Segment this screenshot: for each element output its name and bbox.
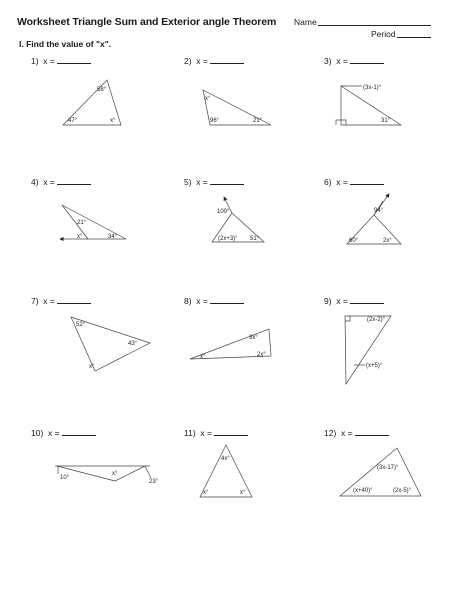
answer-prompt: x = (43, 296, 55, 306)
answer-prompt: x = (341, 428, 353, 438)
instructions: I. Find the value of "x". (19, 39, 112, 49)
answer-prompt: x = (200, 428, 212, 438)
triangle-7 (71, 317, 150, 371)
angle-label: x° (200, 354, 206, 360)
triangle-9 (345, 316, 391, 384)
angle-label: 23° (149, 479, 159, 485)
angle-label: x° (205, 96, 211, 102)
problem-number: 6) (324, 177, 332, 187)
angle-label: x° (240, 490, 246, 496)
problem-number: 3) (324, 56, 332, 66)
triangle-8 (190, 329, 271, 360)
problem-number: 12) (324, 428, 337, 438)
angle-label: (3x-17)° (377, 465, 399, 471)
angle-label: 31° (381, 118, 391, 124)
angle-label: (2x-2)° (367, 317, 386, 323)
angle-label: 21° (77, 220, 87, 226)
angle-label: 51° (250, 236, 260, 242)
triangle-4 (60, 205, 126, 240)
answer-prompt: x = (196, 56, 208, 66)
triangle-11 (200, 445, 252, 497)
angle-label: 2x° (257, 352, 266, 358)
problem-number: 10) (31, 428, 44, 438)
triangle-1 (63, 80, 121, 125)
angle-label: 2x° (383, 238, 392, 244)
angle-label: 100° (217, 209, 230, 215)
triangle-2 (203, 90, 271, 125)
angle-label: x° (112, 471, 118, 477)
problem-number: 7) (31, 296, 39, 306)
problem-number: 1) (31, 56, 39, 66)
answer-prompt: x = (48, 428, 60, 438)
answer-prompt: x = (43, 56, 55, 66)
angle-label: 34° (108, 234, 118, 240)
triangle-5 (212, 197, 264, 242)
angle-label: (x+5)° (366, 363, 383, 369)
problem-number: 5) (184, 177, 192, 187)
angle-label: 10° (60, 475, 70, 481)
problem-number: 11) (184, 428, 196, 438)
problem-number: 2) (184, 56, 192, 66)
angle-label: x° (89, 364, 95, 370)
angle-label: 43° (128, 341, 138, 347)
name-label: Name (294, 17, 317, 27)
angle-label: 47° (68, 118, 78, 124)
answer-prompt: x = (336, 177, 348, 187)
triangle-10 (55, 466, 159, 485)
angle-label: 4x° (221, 456, 230, 462)
answer-prompt: x = (43, 177, 55, 187)
answer-prompt: x = (196, 296, 208, 306)
angle-label: 94° (374, 208, 384, 214)
problem-number: 8) (184, 296, 192, 306)
angle-label: x° (203, 490, 209, 496)
angle-label: 21° (253, 118, 263, 124)
angle-label: 3x° (249, 335, 258, 341)
angle-label: x° (110, 118, 116, 124)
answer-prompt: x = (336, 296, 348, 306)
angle-label: x° (77, 234, 83, 240)
problem-number: 9) (324, 296, 332, 306)
triangle-6 (347, 194, 401, 244)
angle-label: 52° (76, 322, 86, 328)
period-label: Period (371, 29, 396, 39)
triangle-12 (340, 448, 421, 496)
angle-label: 58° (97, 87, 107, 93)
worksheet-title: Worksheet Triangle Sum and Exterior angle Theorem (17, 16, 277, 28)
answer-prompt: x = (336, 56, 348, 66)
angle-label: (2x+3)° (218, 236, 238, 242)
triangle-3 (336, 85, 401, 125)
angle-label: (x+40)° (353, 488, 373, 494)
answer-prompt: x = (196, 177, 208, 187)
angle-label: 96° (210, 118, 220, 124)
angle-label: (3x-1)° (363, 85, 382, 91)
angle-label: (2x-5)° (393, 488, 412, 494)
angle-label: 60° (349, 238, 359, 244)
problem-number: 4) (31, 177, 39, 187)
